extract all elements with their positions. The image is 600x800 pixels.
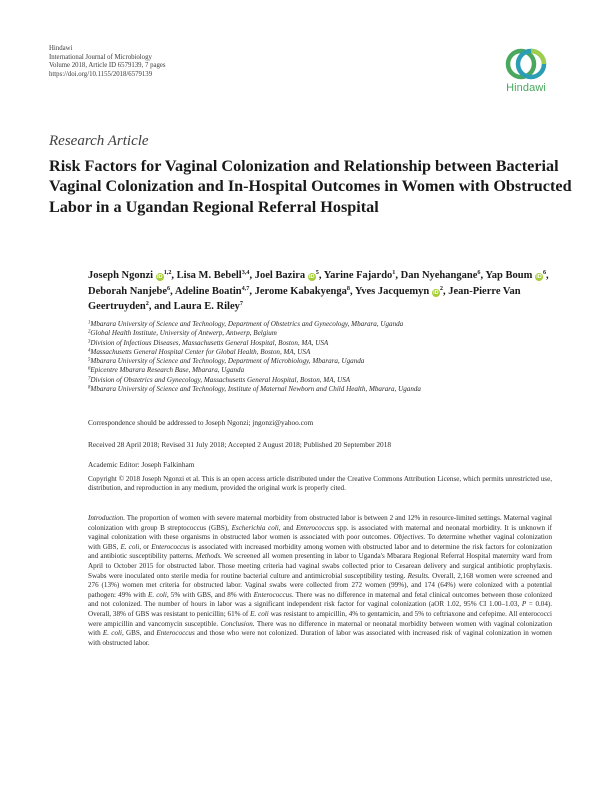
author-affiliation-marker: 1 (392, 269, 396, 276)
abstract-text: We screened all women presenting in labor to Uganda's Mbarara Regional Referral Hospital maternity ward from April to October 2015 for obstructed labor. Those meeting criteria had vaginal swabs collected prior to Cesarean delivery and surgical antibiotic prophylaxis. Swabs were inoculated onto sterile media for routine bacterial culture and antimicrobial susceptibility testing. (88, 552, 552, 580)
abstract-methods-label: Methods. (195, 552, 222, 561)
hindawi-wordmark: Hindawi (506, 82, 546, 94)
affiliation (88, 376, 558, 385)
author-name: Jean-Pierre Van Geertruyden (88, 285, 521, 312)
affiliation-number: 2 (88, 329, 91, 335)
author-name: Yap Boum (485, 270, 533, 281)
species-name: Enterococcus (151, 542, 190, 551)
author-name: Yarine Fajardo (323, 270, 393, 281)
orcid-icon[interactable]: iD (536, 274, 542, 280)
abstract-text: There was no difference in maternal or neonatal morbidity between women with vaginal colonization with (88, 619, 552, 638)
correspondence: Correspondence should be addressed to Joseph Ngonzi; jngonzi@yahoo.com (88, 418, 314, 427)
doi-link[interactable]: https://doi.org/10.1155/2018/6579139 (49, 70, 153, 78)
abstract-text: , GBS, and (121, 629, 157, 638)
orcid-icon[interactable]: iD (156, 274, 163, 280)
publisher-name: Hindawi (49, 45, 73, 52)
author (401, 270, 481, 281)
author-name: Deborah Nanjebe (88, 285, 168, 297)
p-value-symbol: P (521, 600, 527, 609)
abstract-text: = 0.04). Overall, 38% of GBS was resistant to penicillin; 61% of (88, 600, 552, 618)
author (255, 270, 319, 281)
abstract-text: , or (139, 542, 152, 551)
affiliation-number: 4 (88, 348, 91, 354)
abstract-text: and those who were not colonized. Duration of labor was associated with increased risk of vaginal colonization in women with obstructed labor. (88, 629, 552, 647)
affiliation-text: Massachusetts General Hospital Center for Global Health, Boston, MA, USA (90, 347, 311, 356)
author (485, 270, 546, 281)
affiliation-text: Mbarara University of Science and Technology, Department of Obstetrics and Gynecology, Mbarara, Uganda (90, 320, 404, 328)
affiliation (88, 320, 558, 329)
affiliation (88, 329, 558, 338)
author-name: Dan Nyehangane (400, 270, 478, 281)
species-name: Enterococcus (156, 629, 195, 638)
abstract-text: . There was no difference in maternal and fetal clinical outcomes between those colonized and not colonized. The number of hours in labor was a significant independent risk factor for vaginal colonization (aOR 1.02, 95% CI 1.00–1.03, (88, 590, 552, 609)
affiliation-text: Division of Obstetrics and Gynecology, Massachusetts General Hospital, Boston, MA, USA (90, 375, 351, 384)
affiliation-text: Global Health Institute, University of Antwerp, Antwerp, Belgium (90, 329, 277, 338)
author-affiliation-marker: 8 (346, 284, 350, 292)
copyright-notice: Copyright © 2018 Joseph Ngonzi et al. This is an open access article distributed under the Creative Commons Attribution License, which permits unrestricted use, distribution, and reproduction in any medium, provided the original work is properly cited. (88, 475, 552, 493)
author (324, 270, 396, 281)
abstract-objectives-label: Objectives. (393, 533, 426, 542)
affiliation-number: 6 (88, 366, 91, 372)
affiliation-number: 3 (88, 339, 91, 345)
hindawi-logo-icon (504, 47, 548, 81)
species-name: Escherichia coli (231, 523, 279, 532)
article-type: Research Article (49, 133, 149, 149)
article-title: Risk Factors for Vaginal Colonization and Relationship between Bacterial Vaginal Colonization and In-Hospital Outcomes in Women with Obstructed Labor in a Ugandan Regional Referral Hospital (49, 157, 572, 216)
author (175, 286, 250, 297)
abstract-results-label: Results. (407, 571, 430, 580)
publication-dates: Received 28 April 2018; Revised 31 July 2018; Accepted 2 August 2018; Published 20 September 2018 (88, 440, 391, 449)
hindawi-logo (497, 47, 555, 94)
author (88, 270, 171, 281)
author-name: Lisa M. Bebell (176, 270, 242, 281)
journal-name: International Journal of Microbiology (49, 53, 152, 61)
abstract (88, 514, 552, 648)
affiliation-text: Epicentre Mbarara Research Base, Mbarara, Uganda (90, 366, 245, 375)
species-name: E. coli (250, 609, 269, 618)
affiliation (88, 357, 558, 366)
author-list: Joseph Ngonzi iD$^{1,2}$, Lisa M. Bebell$^{3,4}$, Joel Bazira $iD^5$, Yarine Fajardo$^1$, Dan Nyehangane$^6$, Yap Boum $iD^6$, Deborah Nanjebe$^6$, Adeline Boatin$^{4,7}$, Jerome Kabakyenga$^8$, Yves Jacquemyn $iD^2$, Jean-Pierre Van Geertruyden$^2$, and Laura E. Riley$^7$ (88, 269, 549, 312)
author-affiliation-marker: 1,2 (163, 269, 172, 276)
affiliation-number: 7 (88, 376, 91, 382)
affiliation (88, 339, 558, 348)
author-name: Adeline Boatin (174, 285, 242, 297)
author (177, 270, 250, 281)
author-affiliation-marker: 6 (542, 269, 547, 276)
author-affiliation-marker: 4,7 (241, 284, 250, 292)
species-name: E. coli (120, 542, 140, 551)
affiliation (88, 385, 558, 394)
abstract-text: , 5% with GBS, and 8% with (166, 590, 254, 599)
author-name: Laura E. Riley (173, 301, 240, 312)
author (355, 286, 443, 297)
species-name: Enterococcus (295, 523, 335, 532)
abstract-text: is associated with increased morbidity among women with obstructed labor and to determine the risk factors for colonization and antibiotic susceptibility patterns. (88, 542, 553, 561)
abstract-intro-label: Introduction. (88, 514, 125, 522)
affiliation-text: Mbarara University of Science and Technology, Institute of Maternal Newborn and Child Health, Mbarara, Uganda (90, 385, 421, 394)
author-name: Joseph Ngonzi (88, 270, 154, 281)
species-name: Enterococcus (253, 590, 292, 599)
affiliation-list (88, 320, 558, 394)
author-affiliation-marker: 6 (167, 284, 171, 292)
author-affiliation-marker: 6 (477, 269, 481, 276)
author-affiliation-marker: 5 (315, 269, 319, 276)
affiliation (88, 366, 558, 375)
author (88, 286, 170, 297)
abstract-text: Overall, 2,168 women were screened and 276 (13%) women met criteria for obstructed labor. Vaginal swabs were collected from 272 women (99%), and 174 (64%) were colonized with a potential pathogen: 49% with (88, 571, 552, 599)
author (174, 301, 243, 312)
author-affiliation-marker: 7 (239, 300, 243, 307)
orcid-icon[interactable]: iD (309, 274, 315, 280)
volume-line: Volume 2018, Article ID 6579139, 7 pages (49, 62, 166, 70)
author-affiliation-marker: 2 (439, 284, 443, 292)
author-name: Joel Bazira (254, 270, 306, 281)
affiliation-text: Mbarara University of Science and Technology, Department of Microbiology, Mbarara, Uganda (90, 357, 365, 366)
journal-info (49, 45, 166, 79)
species-name: E. coli (102, 629, 122, 638)
author-name: Yves Jacquemyn (354, 285, 430, 297)
author-name: Jerome Kabakyenga (254, 285, 347, 297)
species-name: E. coli (148, 590, 167, 599)
abstract-text: was resistant to ampicillin, 4% to gentamicin, and 5% to ceftriaxone and cefepime. All enterococci were ampicillin and vancomycin susceptible. (88, 609, 552, 628)
affiliation (88, 348, 558, 357)
author-affiliation-marker: 3,4 (241, 269, 250, 276)
affiliation-number: 5 (88, 357, 91, 363)
abstract-conclusion-label: Conclusion. (220, 619, 255, 628)
affiliation-number: 8 (88, 385, 91, 391)
author-affiliation-marker: 2 (145, 300, 149, 307)
abstract-text: , and (278, 523, 296, 532)
author-conjunction: and (151, 301, 174, 312)
affiliation-number: 1 (88, 320, 91, 326)
abstract-text: The proportion of women with severe maternal morbidity from obstructed labor is between 2 and 12% in resource-limited settings. Maternal vaginal colonization with group B streptococcus (GBS), (88, 514, 552, 532)
affiliation-text: Division of Infectious Diseases, Massachusetts General Hospital, Boston, MA, USA (90, 338, 329, 347)
orcid-icon[interactable]: iD (433, 289, 439, 296)
abstract-text: To determine whether vaginal colonization with GBS, (88, 533, 552, 551)
author (255, 286, 350, 297)
academic-editor: Academic Editor: Joseph Falkinham (88, 460, 195, 469)
abstract-text: spp. is associated with maternal and neonatal morbidity. It is unknown if vaginal colonization with these organisms in obstructed labor women is associated with poor outcomes. (88, 523, 552, 542)
